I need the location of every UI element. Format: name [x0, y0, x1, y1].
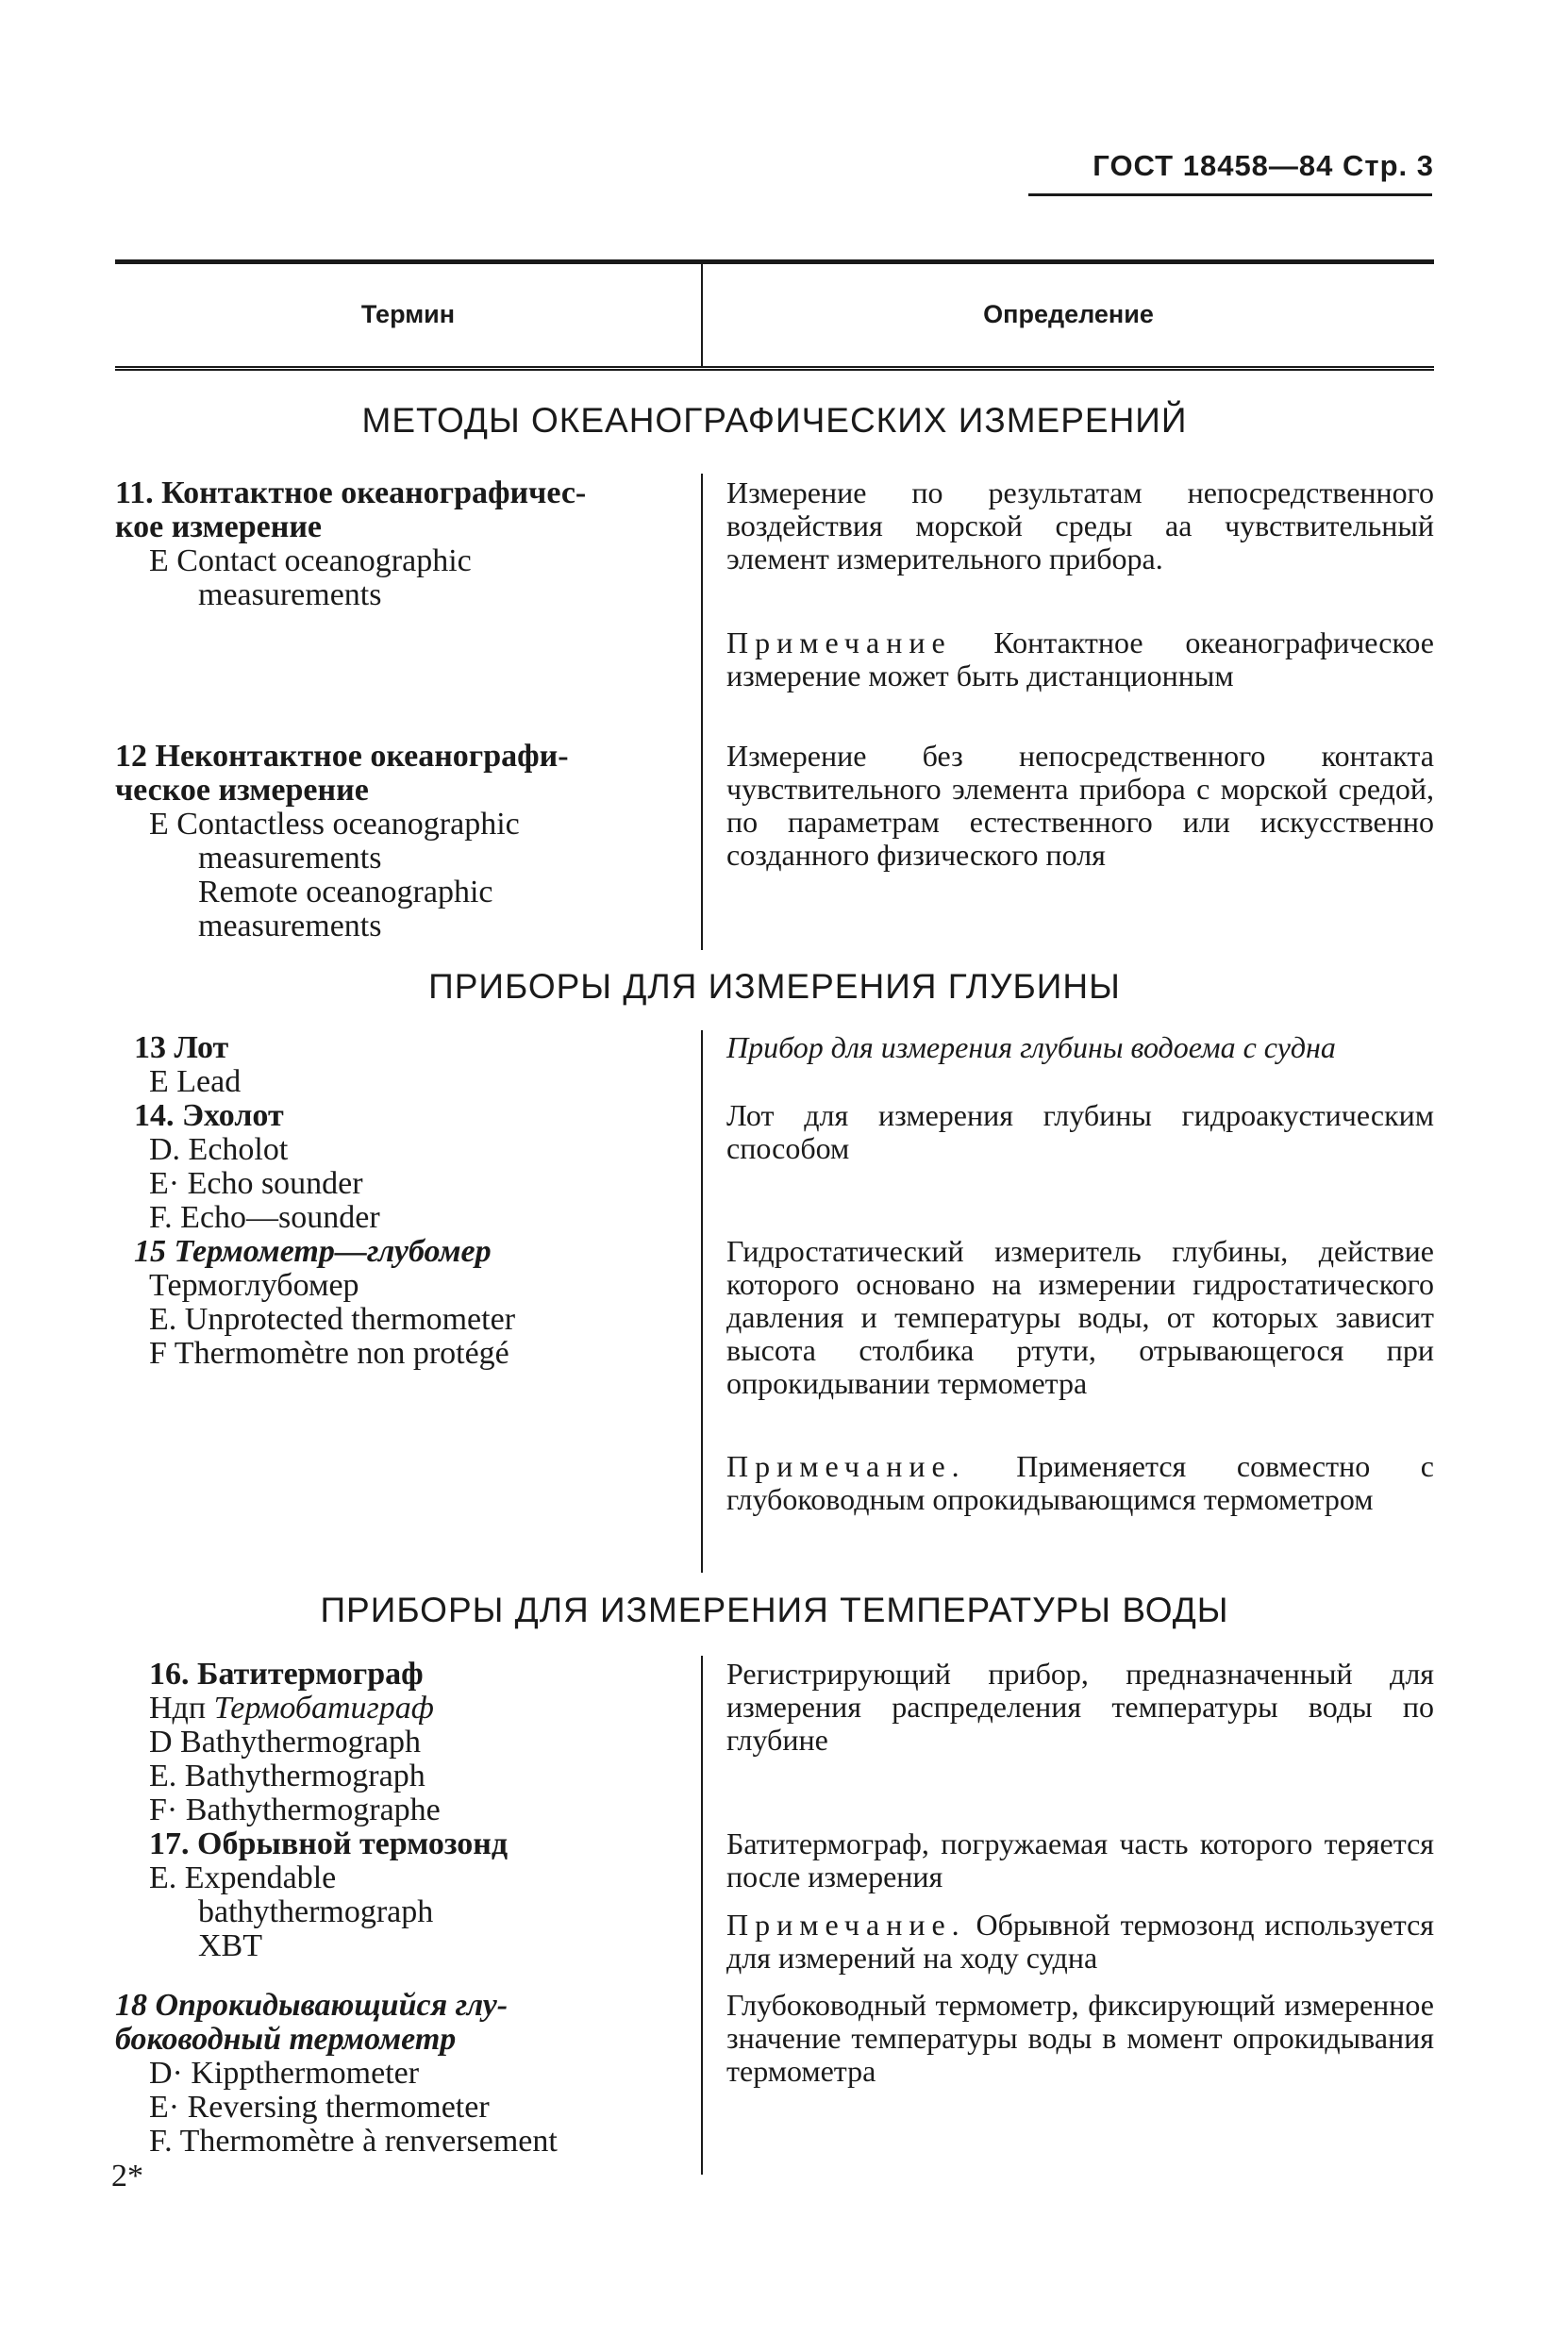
term-name: 16. Батитермограф	[149, 1657, 424, 1692]
term-entry-12	[115, 740, 672, 943]
term-english: E. Bathythermograph	[149, 1759, 425, 1793]
page-header: ГОСТ 18458—84 Стр. 3	[1093, 149, 1434, 182]
term-entry-14	[115, 1099, 672, 1235]
term-name: 14. Эхолот	[134, 1098, 284, 1133]
term-entry-16	[115, 1658, 672, 1827]
term-name: 12 Неконтактное океанографи- ческое измерение	[115, 739, 569, 808]
term-english-alt-cont: measurements	[198, 909, 382, 943]
term-german: D. Echolot	[149, 1132, 289, 1167]
term-entry-18	[115, 1989, 672, 2159]
definition-17: Батитермограф, погружаемая часть которого теряется после измерения	[726, 1826, 1434, 1893]
page-signature-mark: 2*	[111, 2159, 143, 2193]
term-english: E Lead	[149, 1064, 242, 1099]
note-15: Примечание. Применяется совместно с глубоководным опрокидывающимся термометром	[726, 1449, 1434, 1516]
term-english-cont: bathythermograph	[198, 1894, 434, 1929]
column-separator	[701, 1656, 703, 2175]
definition-14: Лот для измерения глубины гидроакустическим способом	[726, 1098, 1434, 1165]
term-german: D Bathythermograph	[149, 1725, 421, 1760]
term-entry-15	[115, 1235, 672, 1371]
column-header-rule	[115, 366, 1434, 371]
term-french: F Thermomètre non protégé	[149, 1336, 509, 1371]
term-english: E. Expendable	[149, 1860, 337, 1895]
term-english: E Contactless oceanographic	[149, 807, 520, 842]
note-11: Примечание Контактное океанографическое измерение может быть дистанционным	[726, 625, 1434, 692]
term-english: E. Unprotected thermometer	[149, 1302, 516, 1337]
term-name: 18 Опрокидывающийся глу- боководный термометр	[115, 1988, 509, 2057]
table-top-rule	[115, 259, 1434, 264]
definition-18: Глубоководный термометр, фиксирующий измеренное значение температуры воды в момент опрокидывания термометра	[726, 1988, 1434, 2088]
column-separator	[701, 1030, 703, 1573]
section-title-methods: МЕТОДЫ ОКЕАНОГРАФИЧЕСКИХ ИЗМЕРЕНИЙ	[361, 401, 1188, 440]
term-name: 15 Термометр—глубомер	[134, 1234, 492, 1269]
term-french: F. Thermomètre à renversement	[149, 2124, 558, 2159]
term-deprecated: Ндп Термобатиграф	[149, 1691, 434, 1726]
term-entry-17	[115, 1827, 672, 1963]
note-17: Примечание. Обрывной термозонд используется для измерений на ходу судна	[726, 1908, 1434, 1975]
column-separator	[701, 474, 703, 950]
term-french: F· Bathythermographe	[149, 1793, 441, 1827]
term-english-alt: Remote oceanographic	[198, 875, 493, 909]
section-title-temperature: ПРИБОРЫ ДЛЯ ИЗМЕРЕНИЯ ТЕМПЕРАТУРЫ ВОДЫ	[320, 1591, 1229, 1629]
term-entry-13	[115, 1031, 672, 1099]
term-name: 13 Лот	[134, 1030, 229, 1065]
term-abbreviation: XBT	[198, 1928, 262, 1963]
term-entry-11	[115, 476, 672, 612]
definition-15: Гидростатический измеритель глубины, действие которого основано на измерении гидростатического давления и температуры воды, от которых зависит высота столбика ртути, отрывающегося при опрокидывании термометра	[726, 1234, 1434, 1400]
term-name: 11. Контактное океанографичес- кое измерение	[115, 475, 587, 544]
definition-13: Прибор для измерения глубины водоема с судна	[726, 1030, 1336, 1064]
section-title-depth: ПРИБОРЫ ДЛЯ ИЗМЕРЕНИЯ ГЛУБИНЫ	[428, 967, 1121, 1006]
term-english-cont: measurements	[198, 577, 382, 612]
term-english: E Contact oceanographic	[149, 543, 472, 578]
term-french: F. Echo—sounder	[149, 1200, 380, 1235]
definition-11: Измерение по результатам непосредственного воздействия морской среды аа чувствительный элемент измерительного прибора.	[726, 475, 1434, 575]
term-synonym: Термоглубомер	[149, 1268, 359, 1303]
header-rule	[1028, 193, 1432, 196]
definition-12: Измерение без непосредственного контакта чувствительного элемента прибора с морской средой, по параметрам естественного или искусственно созданного физического поля	[726, 739, 1434, 872]
column-header-term: Термин	[360, 300, 456, 328]
note-label: Примечание.	[726, 1908, 966, 1942]
term-name: 17. Обрывной термозонд	[149, 1826, 509, 1861]
note-label: Примечание	[726, 625, 952, 659]
definition-16: Регистрирующий прибор, предназначенный для измерения распределения температуры воды по глубине	[726, 1657, 1434, 1757]
term-english-cont: measurements	[198, 841, 382, 876]
term-english: E· Echo sounder	[149, 1166, 363, 1201]
term-english: E· Reversing thermometer	[149, 2090, 490, 2125]
note-label: Примечание.	[726, 1449, 966, 1483]
term-german: D· Kippthermometer	[149, 2056, 420, 2091]
column-header-definition: Определение	[983, 300, 1154, 328]
